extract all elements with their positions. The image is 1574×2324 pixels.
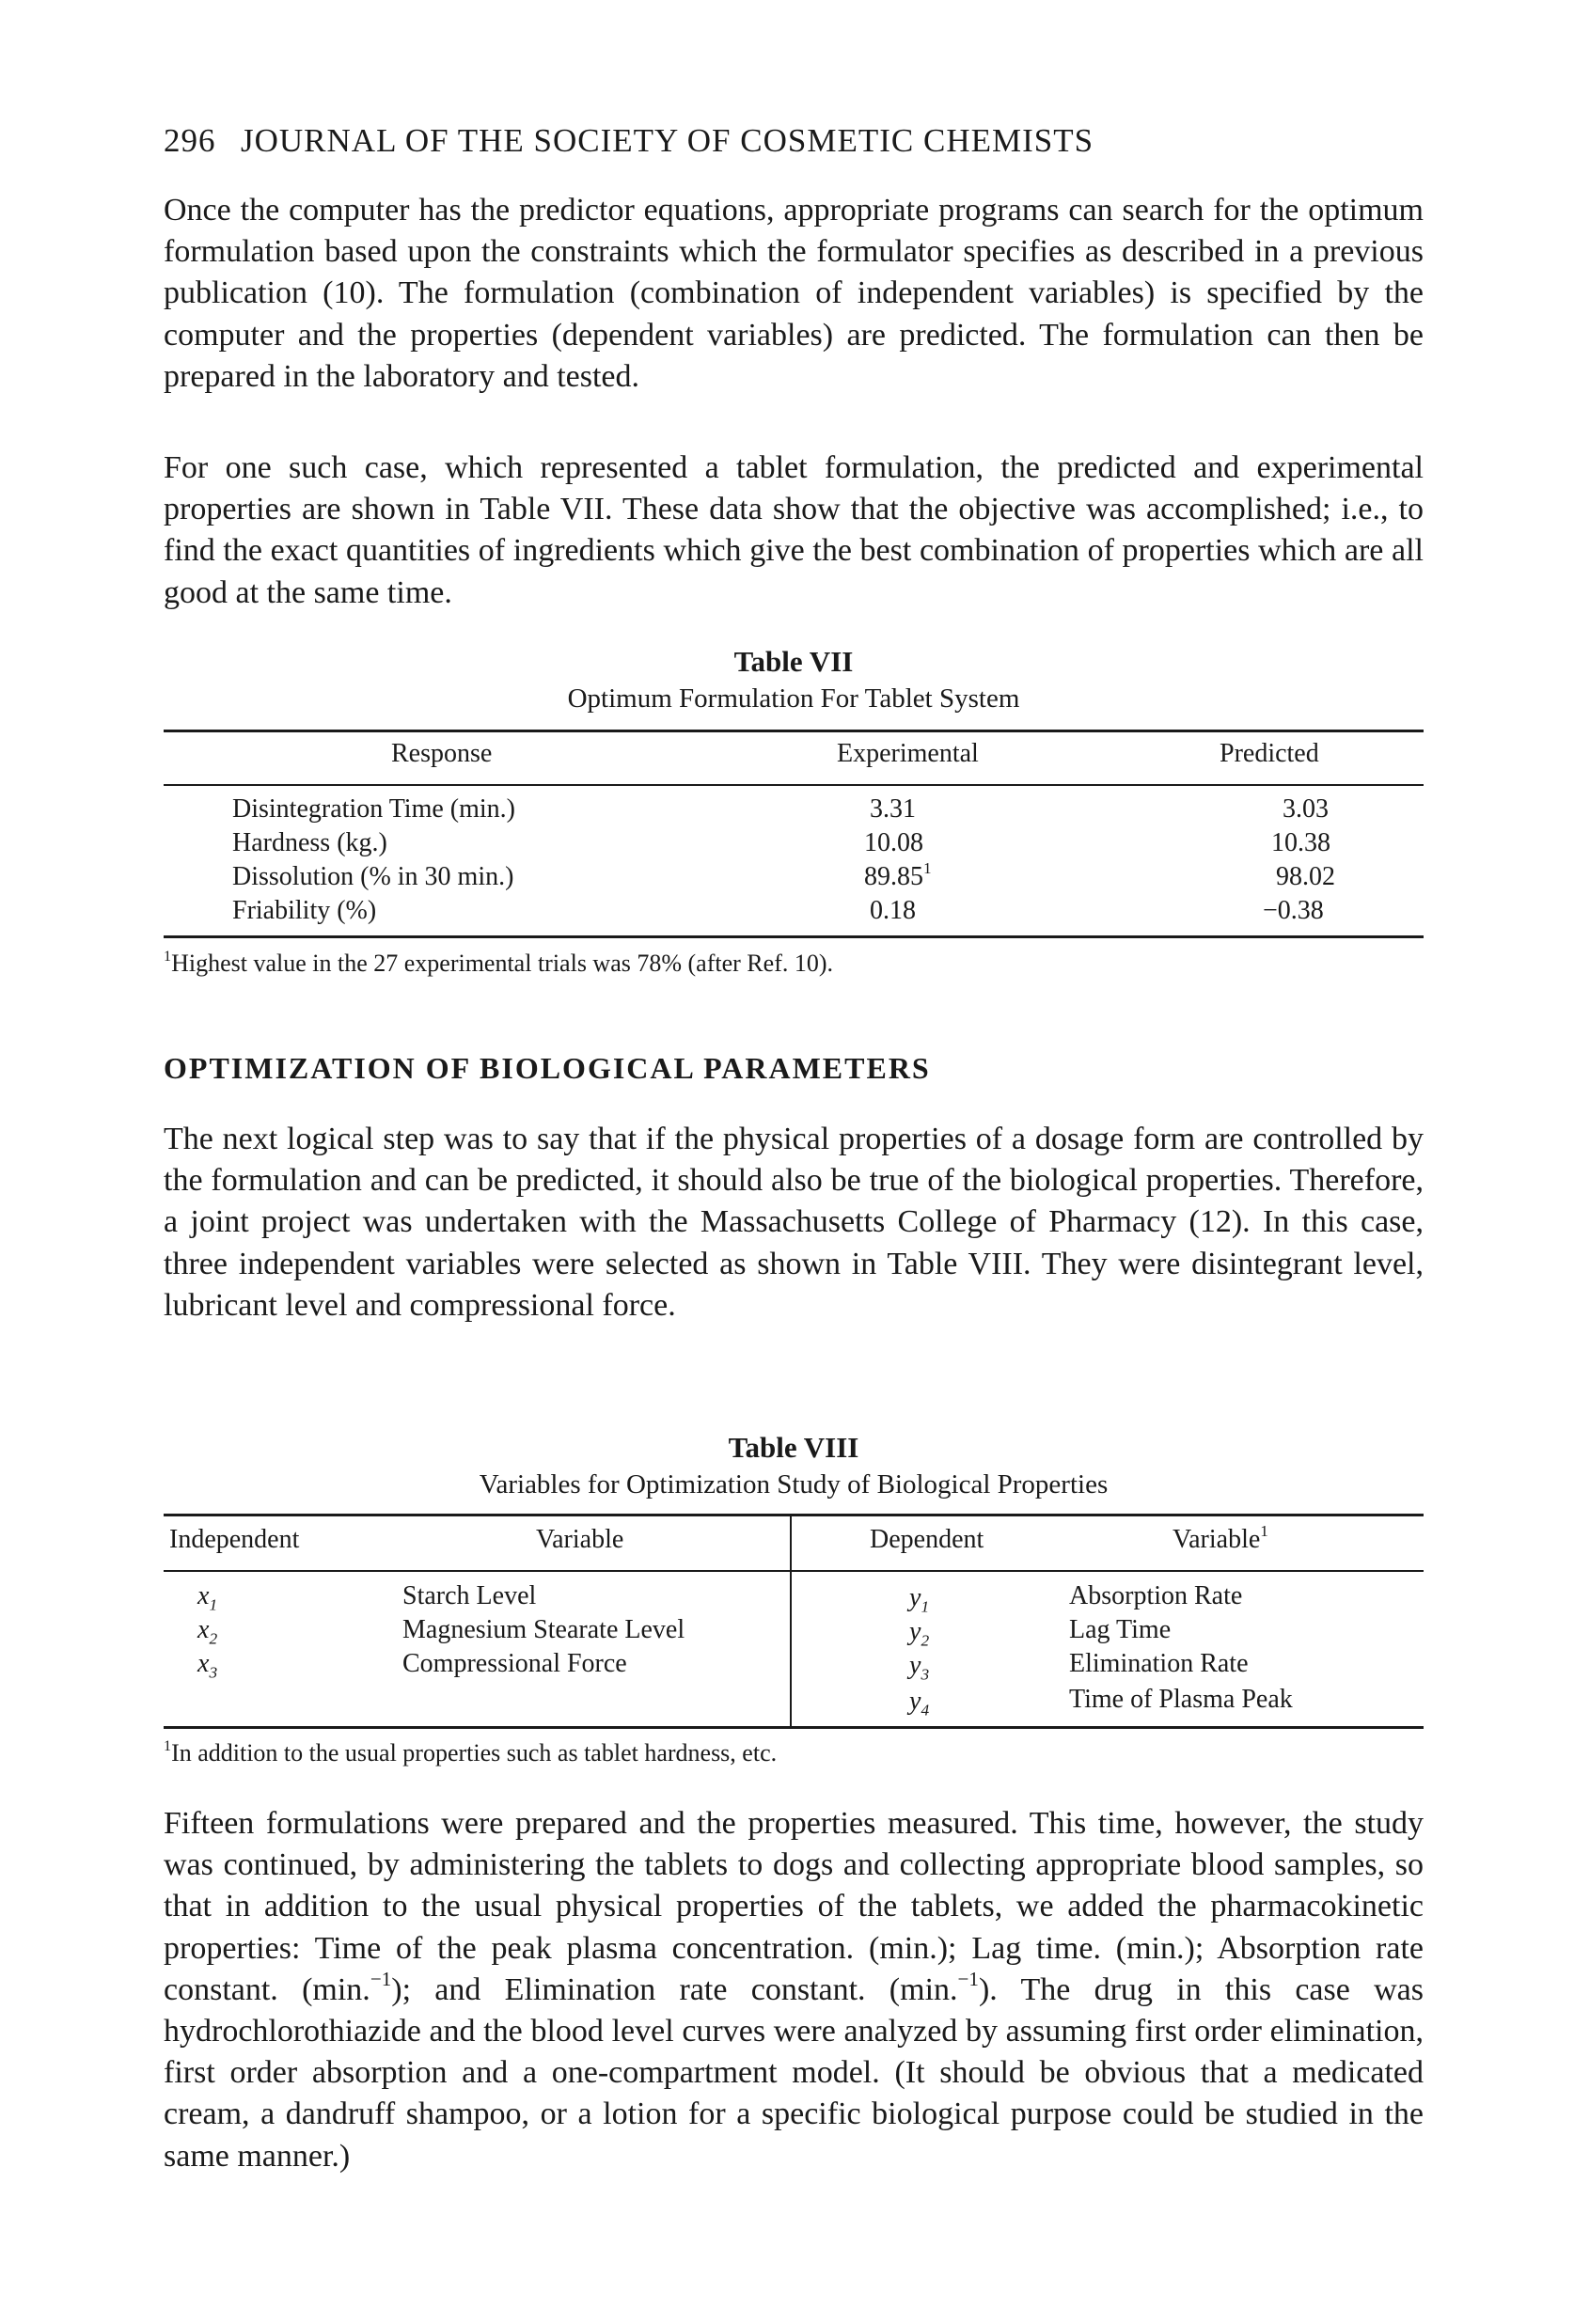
table-7-row-1-experimental: 3.31 [870,794,916,824]
table-8-x3-symbol [197,1647,217,1681]
table-8-top-rule [164,1514,1424,1516]
paragraph-4-exponent-1: −1 [370,1968,392,1991]
table-8-bottom-rule [164,1726,1424,1729]
paragraph-1: Once the computer has the predictor equations, appropriate programs can search for the optimum formulation based upon the constraints which the formulator specifies as described in a previous publication (10). The formulation (combination of independent variables) is specified by the computer and the properties (dependent variables) are predicted. The formulation can then be prepared in the laboratory and tested. [164,193,1424,394]
table-8-x2-name: Magnesium Stearate Level [402,1615,685,1644]
table-7-row-2-experimental: 10.08 [864,828,923,857]
x-subscript: 2 [209,1629,218,1648]
y-subscript: 1 [921,1597,930,1616]
table-7-header-predicted: Predicted [1220,739,1319,768]
table-8-header-variable-dependent: Variable [1173,1525,1261,1554]
table-8-title: Variables for Optimization Study of Biological Properties [479,1469,1109,1500]
table-8-divider [790,1515,792,1727]
table-8-y4-symbol [909,1685,929,1719]
y-subscript: 4 [921,1701,930,1719]
table-7-bottom-rule [164,935,1424,938]
paragraph-4 [164,1803,1424,2177]
x-symbol: x [197,1649,210,1678]
paragraph-3: The next logical step was to say that if the physical properties of a dosage form are controlled by the formulation and can be predicted, it should also be true of the biological properties. Therefore, a joint project was undertaken with the Massachusetts College of Pharmacy (12). In this case, three independent variables were selected as shown in Table VIII. They were disintegrant level, lubricant level and compressional force. [164,1122,1424,1323]
table-7-header-experimental: Experimental [837,739,979,768]
table-8-caption [164,1429,1424,1502]
table-8-y3-symbol [909,1649,929,1683]
table-8-header-variable-dependent-cell [1173,1523,1268,1557]
paragraph-4-part-1: Fifteen formulations were prepared and the properties measured. This time, however, the study was continued, by administering the tablets to dogs and collecting appropriate blood samples, so that in addition to the usual physical properties of the tablets, we added the pharmacokinetic properties: Time of the peak plasma concentration. (min.); Lag time. (min.); Absorption rate constant. (min. [164,1806,1424,2007]
paragraph-4-part-3: ). The drug in this case was hydrochlorothiazide and the blood level curves were analyzed by assuming first order elimination, first order absorption and a one-compartment model. (It should be obvious that a medicated cream, a dandruff shampoo, or a lotion for a specific biological purpose could be studied in the same manner.) [164,1971,1424,2174]
x-symbol: x [197,1581,210,1610]
table-8-y2-symbol [909,1615,929,1649]
table-7-row-3-predicted: 98.02 [1276,862,1335,891]
y-subscript: 3 [921,1665,930,1684]
table-8-footnote-text: In addition to the usual properties such as tablet hardness, etc. [171,1739,778,1767]
table-7-row-4-experimental: 0.18 [870,896,916,925]
table-8-header-independent: Independent [169,1525,300,1554]
table-7-caption [164,643,1424,716]
y-symbol: y [909,1617,921,1646]
x-subscript: 3 [209,1663,218,1682]
table-8-header-variable: Variable [536,1525,624,1554]
table-7-row-3-response: Dissolution (% in 30 min.) [232,862,514,891]
table-8-y1-name: Absorption Rate [1069,1581,1243,1610]
paragraph-2: For one such case, which represented a tablet formulation, the predicted and experimental properties are shown in Table VII. These data show that the objective was accomplished; i.e., to find the exact quantities of ingredients which give the best combination of properties which are all good at the same time. [164,450,1424,610]
running-head [164,122,1424,160]
y-symbol: y [909,1687,921,1716]
table-7-row-2-predicted: 10.38 [1271,828,1330,857]
table-8-footnote [164,1737,777,1769]
table-7-header-response: Response [391,739,493,768]
x-symbol: x [197,1615,210,1644]
paragraph-4-exponent-2: −1 [957,1968,979,1991]
section-heading: OPTIMIZATION OF BIOLOGICAL PARAMETERS [164,1051,931,1085]
table-7-row-1-response: Disintegration Time (min.) [232,794,515,824]
journal-title: JOURNAL OF THE SOCIETY OF COSMETIC CHEMISTS [241,122,1094,159]
y-symbol: y [909,1651,921,1680]
y-subscript: 2 [921,1631,930,1650]
table-7-top-rule [164,730,1424,732]
table-7-footnote [164,948,833,980]
table-7-row-4-response: Friability (%) [232,896,377,925]
table-7-row-3-experimental: 89.85 [864,862,923,891]
table-7-footnote-text: Highest value in the 27 experimental trials was 78% (after Ref. 10). [171,950,834,977]
table-8-header-rule [164,1570,1424,1572]
table-8-y2-name: Lag Time [1069,1615,1172,1644]
table-8-x1-symbol [197,1579,217,1613]
table-7-row-4-predicted: −0.38 [1263,896,1324,925]
table-7-number: Table VII [733,645,854,678]
table-7-title: Optimum Formulation For Tablet System [567,683,1020,714]
table-7-header-rule [164,784,1424,786]
y-symbol: y [909,1583,921,1612]
table-7-row-1-predicted: 3.03 [1283,794,1329,824]
table-8-x3-name: Compressional Force [402,1649,627,1678]
table-8-y4-name: Time of Plasma Peak [1069,1685,1293,1714]
table-8-footnote-mark: 1 [164,1737,172,1754]
table-7-footnote-mark: 1 [164,948,172,965]
table-8-x1-name: Starch Level [402,1581,537,1610]
table-8-x2-symbol [197,1613,217,1647]
x-subscript: 1 [209,1595,218,1614]
paragraph-4-part-2: ); and Elimination rate constant. (min. [391,1971,958,2007]
table-8-y1-symbol [909,1581,929,1615]
table-7-row-2-response: Hardness (kg.) [232,828,387,857]
page-number: 296 [164,122,216,159]
table-8-number: Table VIII [728,1431,859,1464]
table-8-header-footnote-marker: 1 [1260,1521,1268,1540]
table-8-y3-name: Elimination Rate [1069,1649,1249,1678]
table-7-row-3-experimental-cell [864,860,932,894]
table-8-header-dependent: Dependent [870,1525,984,1554]
table-7-footnote-marker: 1 [923,858,932,877]
